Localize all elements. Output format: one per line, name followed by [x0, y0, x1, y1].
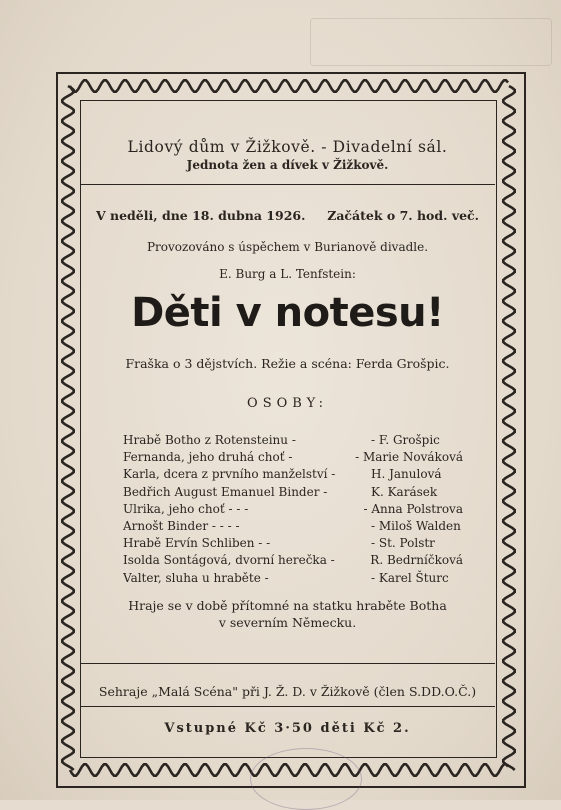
divider-middle [80, 663, 495, 664]
cast-role: Karla, dcera z prvního manželství - [123, 467, 336, 482]
cast-list [123, 432, 463, 587]
performed-by: Sehraje „Malá Scéna" při J. Ž. D. v Žižkově (člen S.DD.O.Č.) [98, 684, 477, 699]
cast-row [123, 449, 463, 466]
authors: E. Burg a L. Tenfstein: [219, 267, 356, 281]
cast-actor: - F. Grošpic [371, 433, 440, 447]
cast-role: Ulrika, jeho choť - - - [123, 501, 249, 516]
cast-role: Isolda Sontágová, dvorní herečka - [123, 553, 335, 568]
venue-heading: Lidový dům v Žižkově. - Divadelní sál. [127, 138, 448, 156]
poster-content [80, 100, 495, 756]
event-date: V neděli, dne 18. dubna 1926. [95, 208, 306, 223]
cast-row [123, 432, 463, 449]
organizer-line: Jednota žen a dívek v Žižkově. [186, 158, 389, 172]
play-title: Děti v notesu! [131, 290, 444, 336]
event-start-time: Začátek o 7. hod. več. [327, 208, 480, 223]
cast-role: Arnošt Binder - - - - [123, 519, 240, 534]
cast-role: Fernanda, jeho druhá choť - [123, 450, 293, 465]
cast-role: Hrabě Ervín Schliben - - [123, 536, 271, 551]
cast-heading: OSOBY: [247, 396, 328, 411]
cast-row [123, 570, 463, 587]
cast-role: Valter, sluha u hraběte - [123, 570, 269, 585]
cast-actor: - Miloš Walden [371, 519, 461, 534]
cast-row [123, 501, 463, 518]
faded-stamp [310, 18, 552, 66]
cast-role: Bedřich August Emanuel Binder - [123, 484, 328, 499]
setting-line-1: Hraje se v době přítomné na statku hraběte Botha [128, 598, 447, 613]
date-row [80, 208, 495, 223]
cast-actor: - Anna Polstrova [363, 501, 463, 516]
cast-row [123, 535, 463, 552]
cast-actor: R. Bedrníčková [370, 553, 463, 568]
divider-top [80, 184, 495, 185]
cast-role: Hrabě Botho z Rotensteinu - [123, 433, 296, 447]
performed-note: Provozováno s úspěchem v Burianově divadle. [146, 240, 429, 254]
cast-row [123, 466, 463, 483]
ticket-prices: Vstupné Kč 3·50 děti Kč 2. [164, 721, 411, 736]
cast-actor: - Karel Šturc [371, 570, 449, 585]
play-subtitle: Fraška o 3 dějstvích. Režie a scéna: Ferda Grošpic. [125, 356, 450, 371]
cast-actor: - Marie Nováková [355, 450, 463, 465]
cast-row [123, 484, 463, 501]
setting-line-2: v severním Německu. [218, 615, 357, 630]
cast-row [123, 518, 463, 535]
cast-actor: H. Janulová [371, 467, 442, 482]
divider-bottom [80, 706, 495, 707]
cast-row [123, 552, 463, 569]
postmark-stamp [250, 748, 362, 810]
cast-actor: - St. Polstr [371, 536, 435, 551]
cast-actor: K. Karásek [371, 484, 438, 499]
